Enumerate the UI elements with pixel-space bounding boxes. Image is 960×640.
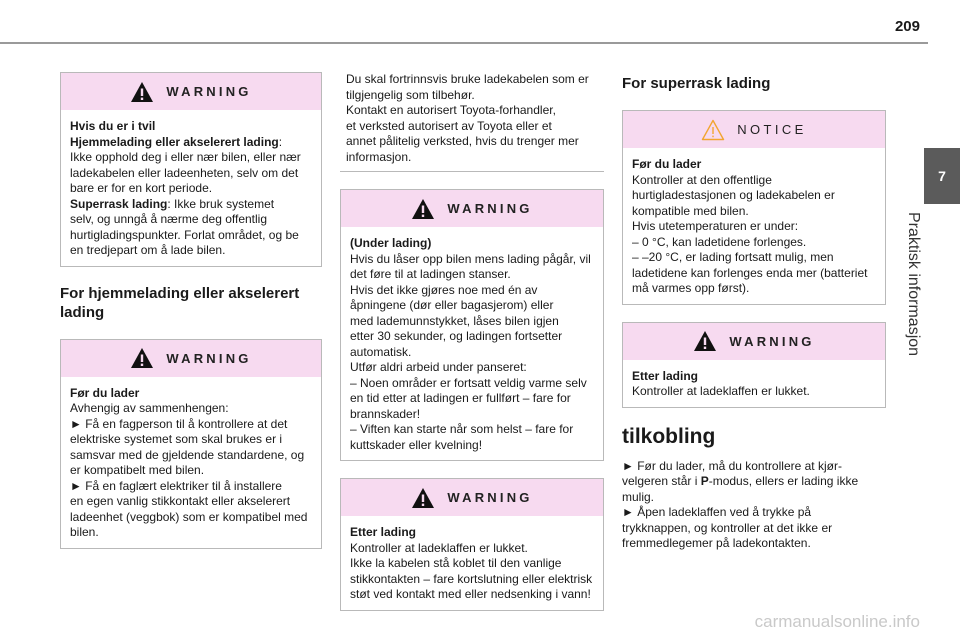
text-run: bare er for en kort periode. <box>70 181 213 195</box>
text-line <box>346 103 598 119</box>
text-line <box>632 204 877 220</box>
text-line <box>350 587 595 603</box>
text-line <box>70 510 313 526</box>
text-run: Hvis utetemperaturen er under: <box>632 219 799 233</box>
text-run: tilgjengelig som tilbehør. <box>346 87 475 102</box>
bold-text: Hvis du er i tvil <box>70 119 156 133</box>
text-line <box>346 119 598 135</box>
warning-box-body <box>341 227 603 460</box>
text-line <box>350 267 595 283</box>
text-line <box>350 556 595 572</box>
text-run: Ikke opphold deg i eller nær bilen, eller nær <box>70 150 301 164</box>
bold-text: Hjemmelading eller akselerert lading <box>70 134 279 149</box>
warning-label: WARNING <box>447 201 533 216</box>
warning-box-header <box>61 73 321 110</box>
notice-label: NOTICE <box>737 122 807 137</box>
section-heading-connection: tilkobling <box>622 424 716 448</box>
bold-text: Etter lading <box>350 525 417 539</box>
text-run: -modus, ellers er lading ikke <box>708 474 859 488</box>
text-run: Kontroller at den offentlige <box>632 172 772 187</box>
text-run: ► Før du lader, må du kontrollere at kjør- <box>622 458 842 473</box>
text-run: med lademunnstykket, låses bilen igjen <box>350 313 559 328</box>
text-line <box>70 479 313 495</box>
warning-box-unsure <box>60 72 322 267</box>
text-run: Hvis du låser opp bilen mens lading pågår, vil <box>350 251 591 266</box>
notice-box-body <box>623 148 885 304</box>
text-line <box>632 173 877 189</box>
warning-box-header <box>341 190 603 227</box>
text-line <box>70 463 313 479</box>
heading-line: lading <box>60 303 105 321</box>
text-line <box>70 166 313 182</box>
warning-box-header <box>623 323 885 360</box>
page-number: 209 <box>894 18 920 35</box>
text-run: støt ved kontakt med eller nedsenking i vann! <box>350 587 591 601</box>
text-run: – 0 °C, kan ladetidene forlenges. <box>632 234 807 249</box>
text-run: ► Få en faglært elektriker til å installere <box>70 478 282 493</box>
connection-instructions <box>622 459 886 552</box>
text-line <box>70 494 313 510</box>
column-left <box>60 72 322 566</box>
section-heading-home-charging <box>60 284 322 322</box>
text-line <box>350 541 595 557</box>
text-run: : <box>278 134 283 149</box>
text-run: ladekabelen eller ladeenheten, selv om det <box>70 165 299 180</box>
text-line <box>350 283 595 299</box>
text-run: : Ikke bruk systemet <box>167 196 275 211</box>
text-line <box>632 188 877 204</box>
text-line <box>622 536 886 552</box>
text-run: – –20 °C, er lading fortsatt mulig, men <box>632 250 834 264</box>
warning-triangle-icon <box>130 347 154 369</box>
text-run: Kontakt en autorisert Toyota-forhandler, <box>346 103 556 117</box>
text-line <box>70 228 313 244</box>
text-run: hurtigladestasjonen og ladekabelen er <box>632 188 835 202</box>
text-run: er kompatibelt med bilen. <box>70 463 205 477</box>
warning-box-body <box>623 360 885 407</box>
text-run: informasjon. <box>346 149 412 164</box>
text-line <box>350 314 595 330</box>
warning-triangle-icon <box>411 198 435 220</box>
text-run: ► Få en fagperson til å kontrollere at det <box>70 416 288 431</box>
text-run: Ikke la kabelen stå koblet til den vanlige <box>350 556 562 570</box>
text-line <box>70 197 313 213</box>
section-heading-superfast: For superrask lading <box>622 75 771 92</box>
warning-box-after-charging-superfast <box>622 322 886 408</box>
text-run: elektriske systemet som skal brukes er i <box>70 432 283 446</box>
text-run: samsvar med de gjeldende standardene, og <box>70 447 305 462</box>
header-divider <box>0 42 928 44</box>
warning-box-body <box>61 110 321 266</box>
watermark-text: carmanualsonline.info <box>754 612 920 631</box>
text-run: annet pålitelig verksted, hvis du trenger mer <box>346 134 579 148</box>
text-line <box>70 119 313 135</box>
text-run: Du skal fortrinnsvis bruke ladekabelen som er <box>346 72 589 86</box>
warning-label: WARNING <box>729 333 815 349</box>
text-line <box>70 417 313 433</box>
text-run: et verksted autorisert av Toyota eller et <box>346 118 552 133</box>
text-line <box>350 236 595 252</box>
text-run: selv, og unngå å nærme deg offentlig <box>70 212 268 226</box>
text-line <box>622 521 886 537</box>
bold-text: (Under lading) <box>350 236 432 250</box>
warning-box-during-charging <box>340 189 604 461</box>
text-line <box>350 391 595 407</box>
text-line <box>350 329 595 345</box>
warning-box-before-charging <box>60 339 322 549</box>
text-line <box>350 525 595 541</box>
bold-text: Før du lader <box>632 157 702 171</box>
text-run: Utfør aldri arbeid under panseret: <box>350 360 527 374</box>
text-line <box>632 266 877 282</box>
text-line <box>632 281 877 297</box>
chapter-title-vertical <box>900 212 926 432</box>
text-run: automatisk. <box>350 344 412 359</box>
text-line <box>632 219 877 235</box>
text-run: Avhengig av sammenhengen: <box>70 401 229 415</box>
column-middle <box>340 72 604 628</box>
text-run: må varmes opp først). <box>632 281 750 295</box>
warning-box-header <box>61 340 321 377</box>
text-line <box>350 572 595 588</box>
warning-triangle-icon <box>130 81 154 103</box>
chapter-tab[interactable]: 7 <box>924 148 960 204</box>
warning-triangle-icon <box>411 487 435 509</box>
text-line <box>350 407 595 423</box>
text-line <box>346 150 598 166</box>
text-line <box>70 135 313 151</box>
bold-text: Etter lading <box>632 368 699 383</box>
text-line <box>632 384 877 400</box>
heading-line: For hjemmelading eller akselerert <box>60 284 300 302</box>
warning-box-header <box>341 479 603 516</box>
bold-text: Før du lader <box>70 385 140 400</box>
text-line <box>622 459 886 475</box>
text-run: kompatible med bilen. <box>632 203 749 218</box>
warning-triangle-icon <box>693 330 717 352</box>
text-line <box>350 376 595 392</box>
text-line <box>70 386 313 402</box>
text-run: åpningene (dør eller bagasjerom) eller <box>350 298 554 312</box>
text-line <box>70 432 313 448</box>
text-line <box>632 369 877 385</box>
chapter-title-text: Praktisk informasjon <box>905 212 922 357</box>
text-run: – Viften kan starte når som helst – fare for <box>350 422 574 436</box>
text-run: ladetidene kan forlenges enda mer (batteriet <box>632 265 868 280</box>
text-line <box>622 474 886 490</box>
text-line <box>70 525 313 541</box>
text-run: en tredjepart om å lade bilen. <box>70 243 226 257</box>
text-line <box>70 243 313 259</box>
text-run: bilen. <box>70 525 99 539</box>
text-line <box>632 250 877 266</box>
text-line <box>70 181 313 197</box>
text-run: hurtigladingspunkter. Forlat området, og be <box>70 227 299 242</box>
text-line <box>70 401 313 417</box>
warning-label: WARNING <box>166 350 252 366</box>
text-run: Kontroller at ladeklaffen er lukket. <box>350 540 528 555</box>
intro-paragraph <box>340 72 604 172</box>
text-line <box>346 134 598 150</box>
warning-box-body <box>61 377 321 548</box>
text-line <box>350 298 595 314</box>
text-line <box>350 438 595 454</box>
text-line <box>70 212 313 228</box>
bold-text: P <box>700 474 709 488</box>
warning-label: WARNING <box>166 84 252 99</box>
text-line <box>350 422 595 438</box>
warning-box-body <box>341 516 603 610</box>
text-line <box>350 360 595 376</box>
notice-box-before-charging <box>622 110 886 305</box>
text-run: etter 30 sekunder, og ladingen fortsetter <box>350 329 563 343</box>
text-line <box>622 505 886 521</box>
text-run: brannskader! <box>350 406 421 421</box>
text-line <box>346 72 598 88</box>
notice-box-header <box>623 111 885 148</box>
text-line <box>350 252 595 268</box>
text-run: velgeren står i <box>622 474 701 488</box>
text-line <box>350 345 595 361</box>
text-line <box>622 490 886 506</box>
bold-text: Superrask lading <box>70 196 168 211</box>
column-right <box>622 72 886 552</box>
text-run: kuttskader eller kvelning! <box>350 437 483 452</box>
text-run: fremmedlegemer på ladekontakten. <box>622 536 811 550</box>
warning-box-after-charging <box>340 478 604 611</box>
text-run: en egen vanlig stikkontakt eller akselerert <box>70 494 291 508</box>
notice-triangle-icon <box>701 119 725 141</box>
text-line <box>632 157 877 173</box>
text-run: ► Åpen ladeklaffen ved å trykke på <box>622 505 812 519</box>
text-run: stikkontakten – fare kortslutning eller elektrisk <box>350 571 593 586</box>
text-line <box>632 235 877 251</box>
text-run: Kontroller at ladeklaffen er lukket. <box>632 384 810 398</box>
text-line <box>346 88 598 104</box>
text-line <box>70 448 313 464</box>
text-run: Hvis det ikke gjøres noe med én av <box>350 282 538 297</box>
warning-label: WARNING <box>447 490 533 505</box>
text-run: ladeenhet (veggbok) som er kompatibel med <box>70 509 308 524</box>
text-run: mulig. <box>622 489 655 504</box>
text-line <box>70 150 313 166</box>
text-run: trykknappen, og kontroller at det ikke er <box>622 520 833 535</box>
text-run: – Noen områder er fortsatt veldig varme selv <box>350 375 587 390</box>
text-run: en tid etter at ladingen er fullført – fare for <box>350 391 571 405</box>
text-run: det føre til at ladingen stanser. <box>350 267 511 281</box>
